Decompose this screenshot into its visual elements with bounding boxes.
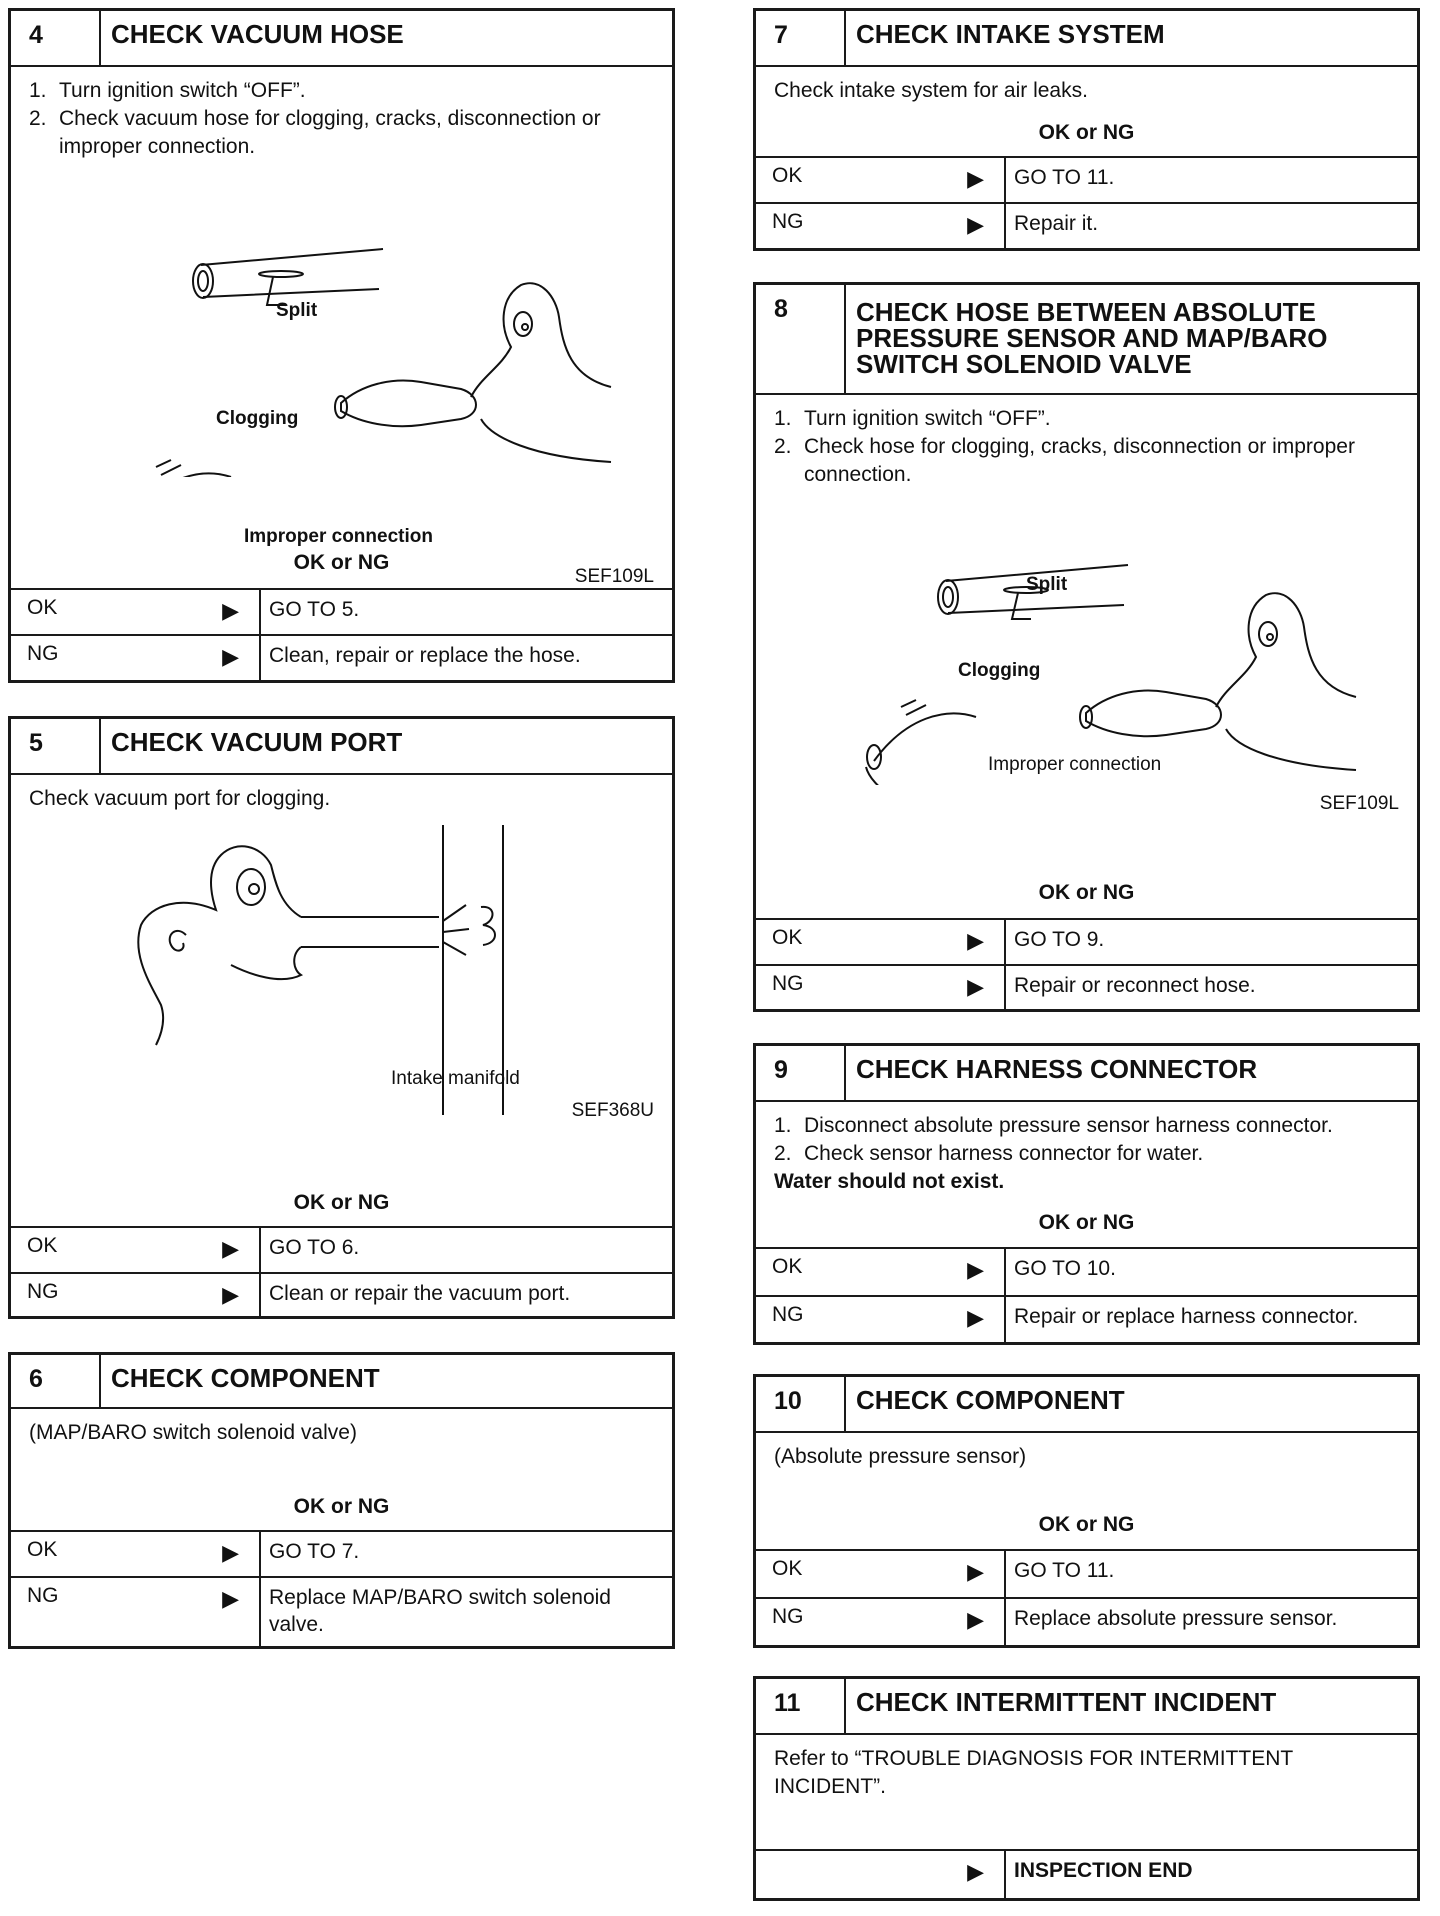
instruction-text: (MAP/BARO switch solenoid valve) — [29, 1421, 357, 1444]
list-item: 1. Turn ignition switch “OFF”. — [29, 79, 306, 102]
step-10-body — [756, 1433, 1417, 1471]
figure-code: SEF368U — [571, 1100, 654, 1121]
ok-row — [756, 1247, 1417, 1295]
ok-action: GO TO 11. — [1014, 1559, 1115, 1582]
step-title: CHECK VACUUM PORT — [111, 727, 403, 757]
list-item: 2. Check sensor harness connector for water. — [774, 1142, 1204, 1165]
step-11-body — [756, 1735, 1417, 1801]
ok-or-ng-label: OK or NG — [293, 1191, 390, 1214]
arrow-icon: ▶ — [222, 598, 239, 623]
step-number: 8 — [756, 285, 846, 393]
arrow-icon: ▶ — [967, 212, 984, 237]
step-title: CHECK HOSE BETWEEN ABSOLUTE PRESSURE SENSOR AND MAP/BARO SWITCH SOLENOID VALVE — [856, 297, 1328, 379]
ok-or-ng-label: OK or NG — [1038, 121, 1135, 144]
ok-label: OK — [772, 1557, 803, 1580]
ok-label: OK — [27, 1538, 58, 1561]
ok-action: GO TO 5. — [269, 598, 360, 621]
arrow-icon: ▶ — [222, 644, 239, 669]
step-number: 11 — [756, 1679, 846, 1733]
ng-action: Repair it. — [1014, 212, 1099, 235]
step-10-box — [753, 1374, 1420, 1648]
ng-label: NG — [772, 210, 804, 233]
ng-action: Repair or reconnect hose. — [1014, 974, 1256, 997]
ok-or-ng-label: OK or NG — [293, 1495, 390, 1518]
ok-or-ng-label: OK or NG — [1038, 1211, 1135, 1234]
ok-row — [11, 1530, 672, 1576]
step-7-header — [756, 11, 1417, 67]
arrow-icon: ▶ — [967, 928, 984, 953]
ng-row — [11, 1272, 672, 1318]
figure-code: SEF109L — [574, 566, 654, 587]
figure-code: SEF109L — [1319, 793, 1399, 814]
step-11-box — [753, 1676, 1420, 1901]
ng-row — [756, 964, 1417, 1009]
step-6-box — [8, 1352, 675, 1649]
list-item: 2. Check vacuum hose for clogging, cracks, disconnection or improper connection. — [29, 107, 601, 158]
instruction-list — [29, 77, 654, 161]
ok-label: OK — [27, 596, 58, 619]
ok-action: GO TO 10. — [1014, 1257, 1116, 1280]
arrow-icon: ▶ — [222, 1540, 239, 1565]
instruction-list — [774, 405, 1399, 489]
improper-connection-label: Improper connection — [244, 526, 433, 547]
step-6-header — [11, 1355, 672, 1409]
ok-row — [756, 1549, 1417, 1597]
clogging-label: Clogging — [216, 408, 299, 429]
arrow-icon: ▶ — [967, 1859, 984, 1884]
ng-row — [756, 202, 1417, 248]
arrow-icon: ▶ — [967, 1305, 984, 1330]
step-10-header — [756, 1377, 1417, 1433]
split-label: Split — [276, 300, 318, 321]
step-8-box — [753, 282, 1420, 1012]
instruction-text: (Absolute pressure sensor) — [774, 1445, 1027, 1468]
step-number: 4 — [11, 11, 101, 65]
improper-connection-label: Improper connection — [988, 754, 1162, 775]
ng-action: Replace MAP/BARO switch solenoid valve. — [269, 1586, 611, 1636]
ng-action: Repair or replace harness connector. — [1014, 1305, 1359, 1328]
step-title: CHECK COMPONENT — [856, 1385, 1125, 1415]
ng-action: Replace absolute pressure sensor. — [1014, 1607, 1338, 1630]
ok-label: OK — [27, 1234, 58, 1257]
ok-label: OK — [772, 1255, 803, 1278]
ok-row — [756, 918, 1417, 964]
arrow-icon: ▶ — [222, 1236, 239, 1261]
arrow-icon: ▶ — [967, 1559, 984, 1584]
end-action: INSPECTION END — [1014, 1859, 1193, 1882]
ng-label: NG — [27, 1584, 59, 1607]
intake-manifold-label: Intake manifold — [391, 1068, 520, 1089]
ng-row — [11, 634, 672, 680]
ng-row — [756, 1295, 1417, 1342]
step-5-header — [11, 719, 672, 775]
end-row — [756, 1849, 1417, 1899]
list-item: 2. Check hose for clogging, cracks, disconnection or improper connection. — [774, 435, 1355, 486]
step-number: 7 — [756, 11, 846, 65]
instruction-text: Check vacuum port for clogging. — [29, 787, 331, 810]
ng-action: Clean, repair or replace the hose. — [269, 644, 581, 667]
ok-label: OK — [772, 926, 803, 949]
step-4-box — [8, 8, 675, 683]
step-4-body — [11, 67, 672, 592]
hose-inspection-illustration — [11, 177, 671, 477]
instruction-text: Check intake system for air leaks. — [774, 79, 1088, 102]
ok-action: GO TO 7. — [269, 1540, 360, 1563]
ng-row — [11, 1576, 672, 1648]
ok-label: OK — [772, 164, 803, 187]
ng-label: NG — [27, 1280, 59, 1303]
ng-action: Clean or repair the vacuum port. — [269, 1282, 571, 1305]
vacuum-port-illustration — [11, 825, 671, 1125]
ok-or-ng-label: OK or NG — [293, 551, 390, 574]
step-title: CHECK HARNESS CONNECTOR — [856, 1054, 1258, 1084]
arrow-icon: ▶ — [967, 166, 984, 191]
ok-row — [756, 156, 1417, 202]
ng-label: NG — [27, 642, 59, 665]
ok-action: GO TO 9. — [1014, 928, 1105, 951]
step-7-body — [756, 67, 1417, 105]
step-number: 5 — [11, 719, 101, 773]
ng-label: NG — [772, 972, 804, 995]
step-title: CHECK COMPONENT — [111, 1363, 380, 1393]
list-item: 1. Disconnect absolute pressure sensor harness connector. — [774, 1114, 1333, 1137]
ng-label: NG — [772, 1303, 804, 1326]
ng-row — [756, 1597, 1417, 1645]
split-label: Split — [1026, 574, 1068, 595]
step-number: 10 — [756, 1377, 846, 1431]
ok-or-ng-label: OK or NG — [1038, 1513, 1135, 1536]
step-number: 9 — [756, 1046, 846, 1100]
arrow-icon: ▶ — [967, 1257, 984, 1282]
list-item: 1. Turn ignition switch “OFF”. — [774, 407, 1051, 430]
arrow-icon: ▶ — [967, 1607, 984, 1632]
clogging-label: Clogging — [958, 660, 1041, 681]
ok-action: GO TO 11. — [1014, 166, 1115, 189]
step-9-header — [756, 1046, 1417, 1102]
arrow-icon: ▶ — [222, 1586, 239, 1611]
step-11-header — [756, 1679, 1417, 1735]
instruction-list — [774, 1112, 1399, 1168]
step-8-header — [756, 285, 1417, 395]
step-7-box — [753, 8, 1420, 251]
step-4-header — [11, 11, 672, 67]
step-9-body — [756, 1102, 1417, 1196]
step-9-box — [753, 1043, 1420, 1345]
step-number: 6 — [11, 1355, 101, 1407]
instruction-text: Refer to “TROUBLE DIAGNOSIS FOR INTERMITTENT INCIDENT”. — [774, 1747, 1293, 1798]
ok-row — [11, 588, 672, 634]
ok-action: GO TO 6. — [269, 1236, 360, 1259]
arrow-icon: ▶ — [967, 974, 984, 999]
note-text: Water should not exist. — [774, 1170, 1005, 1193]
step-5-box — [8, 716, 675, 1319]
step-title: CHECK INTERMITTENT INCIDENT — [856, 1687, 1277, 1717]
step-8-body — [756, 395, 1417, 875]
step-5-body — [11, 775, 672, 1185]
arrow-icon: ▶ — [222, 1282, 239, 1307]
step-title: CHECK VACUUM HOSE — [111, 19, 404, 49]
step-6-body — [11, 1409, 672, 1447]
ng-label: NG — [772, 1605, 804, 1628]
step-title: CHECK INTAKE SYSTEM — [856, 19, 1165, 49]
hose-inspection-illustration — [756, 495, 1416, 785]
ok-row — [11, 1226, 672, 1272]
ok-or-ng-label: OK or NG — [1038, 881, 1135, 904]
